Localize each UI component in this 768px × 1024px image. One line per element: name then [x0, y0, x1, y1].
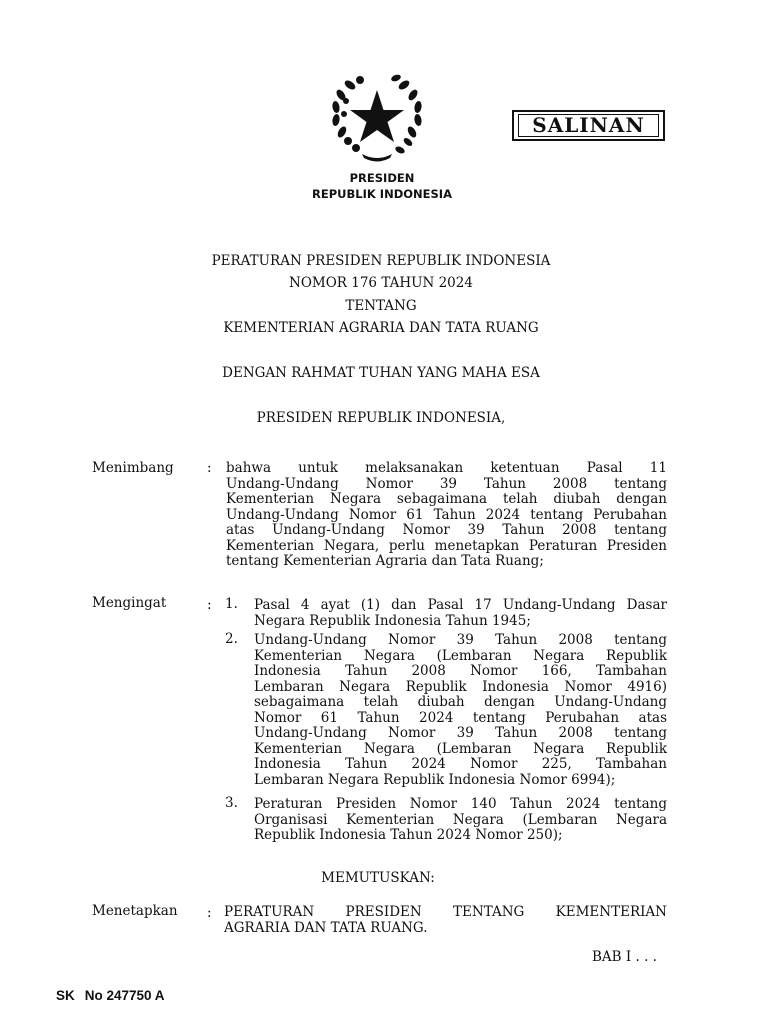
- continuation-marker: BAB I . . .: [592, 949, 657, 965]
- menimbang-line: bahwa untuk melaksanakan ketentuan Pasal 11: [226, 461, 667, 476]
- title-line-3: TENTANG: [345, 298, 417, 314]
- mengingat-label: Mengingat: [92, 595, 167, 611]
- menimbang-line: Kementerian Negara, perlu menetapkan Peraturan Presiden: [226, 538, 667, 554]
- mengingat-item-line: Nomor 61 Tahun 2024 tentang Perubahan atas: [254, 710, 667, 726]
- menetapkan-colon: :: [207, 905, 212, 921]
- salinan-text: SALINAN: [518, 114, 659, 137]
- mengingat-item-line: Kementerian Negara (Lembaran Negara Republik: [254, 648, 667, 664]
- mengingat-item-number: 2.: [225, 631, 238, 647]
- title-line-1: PERATURAN PRESIDEN REPUBLIK INDONESIA: [211, 253, 551, 269]
- menetapkan-line: AGRARIA DAN TATA RUANG.: [224, 920, 428, 936]
- sk-number-footer: [56, 988, 165, 1004]
- mengingat-item-line: Peraturan Presiden Nomor 140 Tahun 2024 tentang: [254, 797, 667, 812]
- title-line-2: NOMOR 176 TAHUN 2024: [289, 275, 473, 291]
- menimbang-line: Undang-Undang Nomor 39 Tahun 2008 tentang: [226, 476, 667, 492]
- preamble-presiden: PRESIDEN REPUBLIK INDONESIA,: [256, 410, 506, 426]
- title-line-4: KEMENTERIAN AGRARIA DAN TATA RUANG: [223, 320, 539, 336]
- menimbang-label: Menimbang: [92, 460, 174, 476]
- menimbang-text: [226, 461, 667, 570]
- header-republik-indonesia: REPUBLIK INDONESIA: [312, 187, 452, 201]
- mengingat-item-number: 3.: [225, 795, 238, 811]
- mengingat-item-line: Negara Republik Indonesia Tahun 1945;: [254, 613, 531, 629]
- mengingat-item-line: Organisasi Kementerian Negara (Lembaran Negara: [254, 812, 667, 828]
- mengingat-item-line: Indonesia Tahun 2024 Nomor 225, Tambahan: [254, 757, 667, 772]
- sk-number: No 247750 A: [84, 988, 165, 1003]
- menimbang-line: Kementerian Negara sebagaimana telah diubah dengan: [226, 492, 667, 507]
- menetapkan-line: PERATURAN PRESIDEN TENTANG KEMENTERIAN: [224, 905, 667, 920]
- salinan-stamp: [512, 110, 665, 141]
- mengingat-item-1: [254, 598, 667, 629]
- mengingat-item-line: Pasal 4 ayat (1) dan Pasal 17 Undang-Undang Dasar: [254, 598, 667, 613]
- mengingat-item-number: 1.: [225, 596, 238, 612]
- menimbang-line: Undang-Undang Nomor 61 Tahun 2024 tentang Perubahan: [226, 507, 667, 523]
- mengingat-item-line: Undang-Undang Nomor 39 Tahun 2008 tentang: [254, 633, 667, 648]
- mengingat-item-line: Undang-Undang Nomor 39 Tahun 2008 tentang: [254, 726, 667, 741]
- mengingat-item-line: Republik Indonesia Tahun 2024 Nomor 250);: [254, 828, 563, 843]
- mengingat-item-2: [254, 633, 667, 788]
- menimbang-line: atas Undang-Undang Nomor 39 Tahun 2008 tentang: [226, 523, 667, 538]
- header-presiden: PRESIDEN: [349, 171, 415, 185]
- mengingat-item-line: Kementerian Negara (Lembaran Negara Republik: [254, 741, 667, 757]
- menetapkan-text: [224, 905, 667, 936]
- mengingat-item-line: sebagaimana telah diubah dengan Undang-Undang: [254, 695, 667, 710]
- preamble-rahmat: DENGAN RAHMAT TUHAN YANG MAHA ESA: [222, 365, 540, 381]
- garuda-star-emblem-icon: [322, 70, 432, 165]
- menimbang-colon: :: [207, 460, 212, 476]
- mengingat-item-line: Lembaran Negara Republik Indonesia Nomor 4916): [254, 679, 667, 695]
- mengingat-item-line: Lembaran Negara Republik Indonesia Nomor 6994);: [254, 772, 616, 788]
- mengingat-item-line: Indonesia Tahun 2008 Nomor 166, Tambahan: [254, 664, 667, 679]
- menetapkan-label: Menetapkan: [92, 903, 178, 919]
- mengingat-item-3: [254, 797, 667, 844]
- sk-label: SK: [56, 988, 75, 1003]
- memutuskan-heading: MEMUTUSKAN:: [321, 870, 435, 886]
- menimbang-line: tentang Kementerian Agraria dan Tata Ruang;: [226, 554, 544, 569]
- mengingat-colon: :: [207, 597, 212, 613]
